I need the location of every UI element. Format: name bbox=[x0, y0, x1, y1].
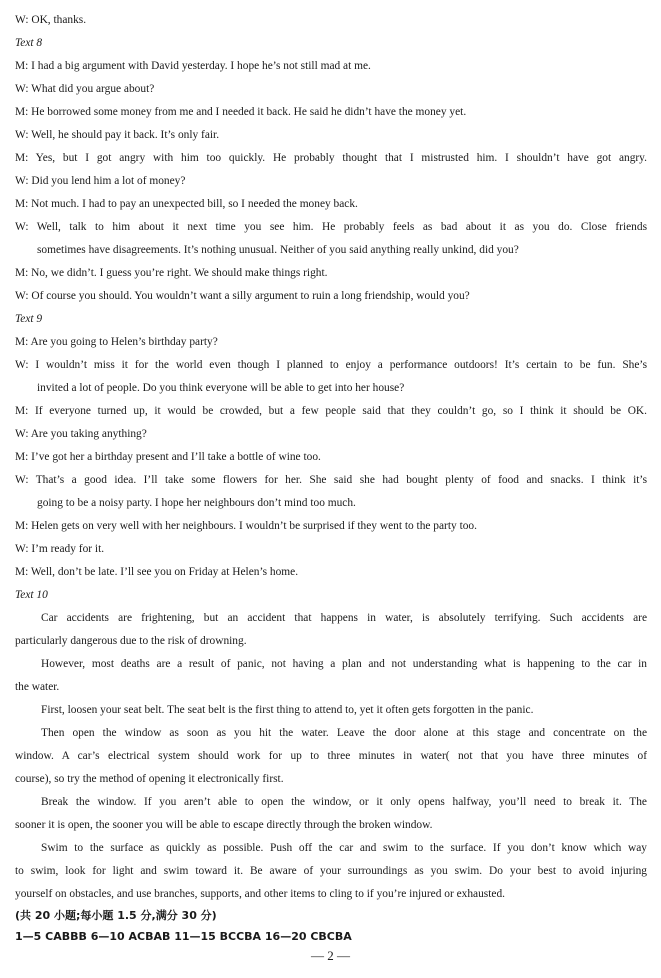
dialogue-line: M: Yes, but I got angry with him too quickly. He probably thought that I mistrusted him. I shouldn’t have got angry. bbox=[15, 152, 647, 164]
dialogue-line: W: Of course you should. You wouldn’t want a silly argument to ruin a long friendship, would you? bbox=[15, 290, 470, 302]
scoring-note: (共 20 小题;每小题 1.5 分,满分 30 分) bbox=[15, 909, 217, 922]
paragraph-line: Then open the window as soon as you hit the water. Leave the door alone at this stage and concentrate on the bbox=[41, 727, 647, 739]
paragraph-line: course), so try the method of opening it electronically first. bbox=[15, 773, 284, 785]
section-label-text-8: Text 8 bbox=[15, 37, 43, 49]
dialogue-line-continued: going to be a noisy party. I hope her neighbours don’t mind too much. bbox=[37, 497, 356, 509]
section-label-text-10: Text 10 bbox=[15, 589, 48, 601]
section-label-text-9: Text 9 bbox=[15, 313, 43, 325]
paragraph-line: to swim, look for light and swim toward it. Be aware of your surroundings as you swim. Do your best to avoid injuring bbox=[15, 865, 647, 877]
dialogue-line: W: Well, he should pay it back. It’s only fair. bbox=[15, 129, 220, 141]
dialogue-line: W: Did you lend him a lot of money? bbox=[15, 175, 186, 187]
dialogue-line: M: I had a big argument with David yesterday. I hope he’s not still mad at me. bbox=[15, 60, 371, 72]
dialogue-line: W: Are you taking anything? bbox=[15, 428, 147, 440]
dialogue-line: W: I wouldn’t miss it for the world even though I planned to enjoy a performance outdoors! It’s certain to be fun. She’s bbox=[15, 359, 647, 371]
dialogue-line: M: I’ve got her a birthday present and I’ll take a bottle of wine too. bbox=[15, 451, 321, 463]
dialogue-line: M: Are you going to Helen’s birthday party? bbox=[15, 336, 218, 348]
answer-key: 1—5 CABBB 6—10 ACBAB 11—15 BCCBA 16—20 CBCBA bbox=[15, 930, 352, 943]
dialogue-line: M: Not much. I had to pay an unexpected bill, so I needed the money back. bbox=[15, 198, 358, 210]
dialogue-line: M: He borrowed some money from me and I needed it back. He said he didn’t have the money yet. bbox=[15, 106, 467, 118]
paragraph-line: yourself on obstacles, and use branches, supports, and other items to cling to if you’re injured or exhausted. bbox=[15, 888, 505, 900]
paragraph-line: the water. bbox=[15, 681, 60, 693]
dialogue-line: M: Helen gets on very well with her neighbours. I wouldn’t be surprised if they went to the party too. bbox=[15, 520, 477, 532]
dialogue-line: W: OK, thanks. bbox=[15, 14, 87, 26]
dialogue-line-continued: invited a lot of people. Do you think everyone will be able to get into her house? bbox=[37, 382, 405, 394]
dialogue-line: W: Well, talk to him about it next time you see him. He probably feels as bad about it as you do. Close friends bbox=[15, 221, 647, 233]
paragraph-line: Car accidents are frightening, but an accident that happens in water, is absolutely terrifying. Such accidents are bbox=[41, 612, 647, 624]
paragraph-line: However, most deaths are a result of panic, not having a plan and not understanding what is happening to the car in bbox=[41, 658, 647, 670]
paragraph-line: sooner it is open, the sooner you will be able to escape directly through the broken window. bbox=[15, 819, 433, 831]
paragraph-line: First, loosen your seat belt. The seat belt is the first thing to attend to, yet it often gets forgotten in the panic. bbox=[41, 704, 534, 716]
dialogue-line: M: Well, don’t be late. I’ll see you on Friday at Helen’s home. bbox=[15, 566, 299, 578]
dialogue-line: W: I’m ready for it. bbox=[15, 543, 105, 555]
page-number: — 2 — bbox=[311, 948, 350, 963]
paragraph-line: window. A car’s electrical system should work for up to three minutes in water( not that you have three minutes of bbox=[15, 750, 647, 762]
paragraph-line: particularly dangerous due to the risk of drowning. bbox=[15, 635, 247, 647]
dialogue-line: W: What did you argue about? bbox=[15, 83, 155, 95]
dialogue-line-continued: sometimes have disagreements. It’s nothing unusual. Neither of you said anything really unkind, did you? bbox=[37, 244, 519, 256]
paragraph-line: Swim to the surface as quickly as possible. Push off the car and swim to the surface. If you don’t know which way bbox=[41, 842, 647, 854]
dialogue-line: M: If everyone turned up, it would be crowded, but a few people said that they couldn’t go, so I think it should be OK. bbox=[15, 405, 647, 417]
paragraph-line: Break the window. If you aren’t able to open the window, or it only opens halfway, you’ll need to break it. The bbox=[41, 796, 647, 808]
dialogue-line: W: That’s a good idea. I’ll take some flowers for her. She said she had bought plenty of food and snacks. I think it’s bbox=[15, 474, 647, 486]
dialogue-line: M: No, we didn’t. I guess you’re right. We should make things right. bbox=[15, 267, 328, 279]
